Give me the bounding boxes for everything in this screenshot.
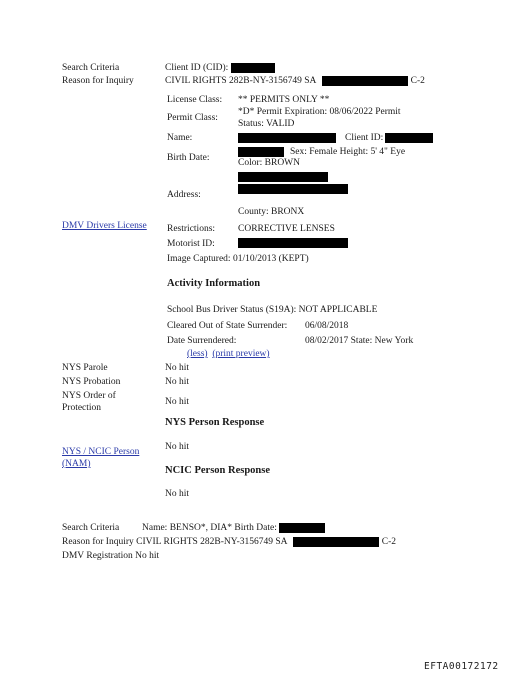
redaction-bar [293,537,379,547]
activity-information-heading: Activity Information [167,278,261,289]
nys-parole-label: NYS Parole [62,363,108,373]
date-surrendered-label: Date Surrendered: [167,336,237,346]
redaction-bar [238,133,336,143]
nys-ncic-person-link-line2[interactable]: (NAM) [62,459,91,469]
permit-class-line1: *D* Permit Expiration: 08/06/2022 Permit [238,107,401,117]
nys-order-protection-value: No hit [165,397,190,407]
dmv-drivers-license-link[interactable]: DMV Drivers License [62,221,147,231]
search-criteria-2-label: Search Criteria [62,523,120,533]
date-surrendered-value: 08/02/2017 State: New York [305,336,414,346]
name-label: Name: [167,133,193,143]
nys-ncic-person-link-line1[interactable]: NYS / NCIC Person [62,447,140,457]
search-name-birth-text: Name: BENSO*, DIA* Birth Date: [142,523,277,534]
reason-2-suffix: C-2 [381,537,396,548]
permit-class-line2: Status: VALID [238,119,295,129]
redaction-bar [231,63,275,73]
reason-for-inquiry-2 [62,537,396,549]
reason-for-inquiry-value [165,76,425,88]
search-criteria-2-value [142,523,325,535]
birth-details-line1: Sex: Female Height: 5' 4" Eye [290,147,406,157]
client-id-label: Client ID: [345,133,384,143]
redaction-bar [322,76,408,86]
ncic-person-response-value: No hit [165,489,190,499]
dmv-registration: DMV Registration No hit [62,551,160,561]
redaction-bar [238,172,328,182]
restrictions-value: CORRECTIVE LENSES [238,224,335,234]
birth-date-label: Birth Date: [167,153,210,163]
nys-ncic-person-value: No hit [165,442,190,452]
cleared-surrender-value: 06/08/2018 [305,321,349,331]
school-bus-status: School Bus Driver Status (S19A): NOT APPLICABLE [167,305,378,315]
cleared-surrender-label: Cleared Out of State Surrender: [167,321,288,331]
print-preview-link[interactable]: (print preview) [212,349,270,359]
nys-probation-value: No hit [165,377,190,387]
motorist-id-label: Motorist ID: [167,239,215,249]
reason-suffix: C-2 [410,76,425,87]
less-link[interactable]: (less) [187,349,208,359]
license-class-value: ** PERMITS ONLY ** [238,95,330,105]
reason-for-inquiry-label: Reason for Inquiry [62,76,134,86]
birth-details-line2: Color: BROWN [238,158,301,168]
redaction-bar [385,133,433,143]
nys-order-protection-label-line2: Protection [62,403,102,413]
search-criteria-label: Search Criteria [62,63,120,73]
image-captured: Image Captured: 01/10/2013 (KEPT) [167,254,309,264]
address-label: Address: [167,190,201,200]
county-value: County: BRONX [238,207,305,217]
restrictions-label: Restrictions: [167,224,216,234]
reason-2-label: Reason for Inquiry [62,537,134,548]
nys-probation-label: NYS Probation [62,377,121,387]
reason-2-text: CIVIL RIGHTS 282B-NY-3156749 SA [136,537,287,548]
permit-class-label: Permit Class: [167,113,218,123]
redaction-bar [238,147,284,157]
license-class-label: License Class: [167,95,223,105]
nys-order-protection-label-line1: NYS Order of [62,391,116,401]
ncic-person-response-heading: NCIC Person Response [165,465,270,476]
redaction-bar [238,184,348,194]
reason-text: CIVIL RIGHTS 282B-NY-3156749 SA [165,76,316,87]
client-id-cid-label: Client ID (CID): [165,63,229,74]
nys-parole-value: No hit [165,363,190,373]
search-criteria-value [165,63,275,75]
redaction-bar [238,238,348,248]
nys-person-response-heading: NYS Person Response [165,417,265,428]
document-id: EFTA00172172 [424,661,499,672]
redaction-bar [279,523,325,533]
activity-links [187,349,270,360]
